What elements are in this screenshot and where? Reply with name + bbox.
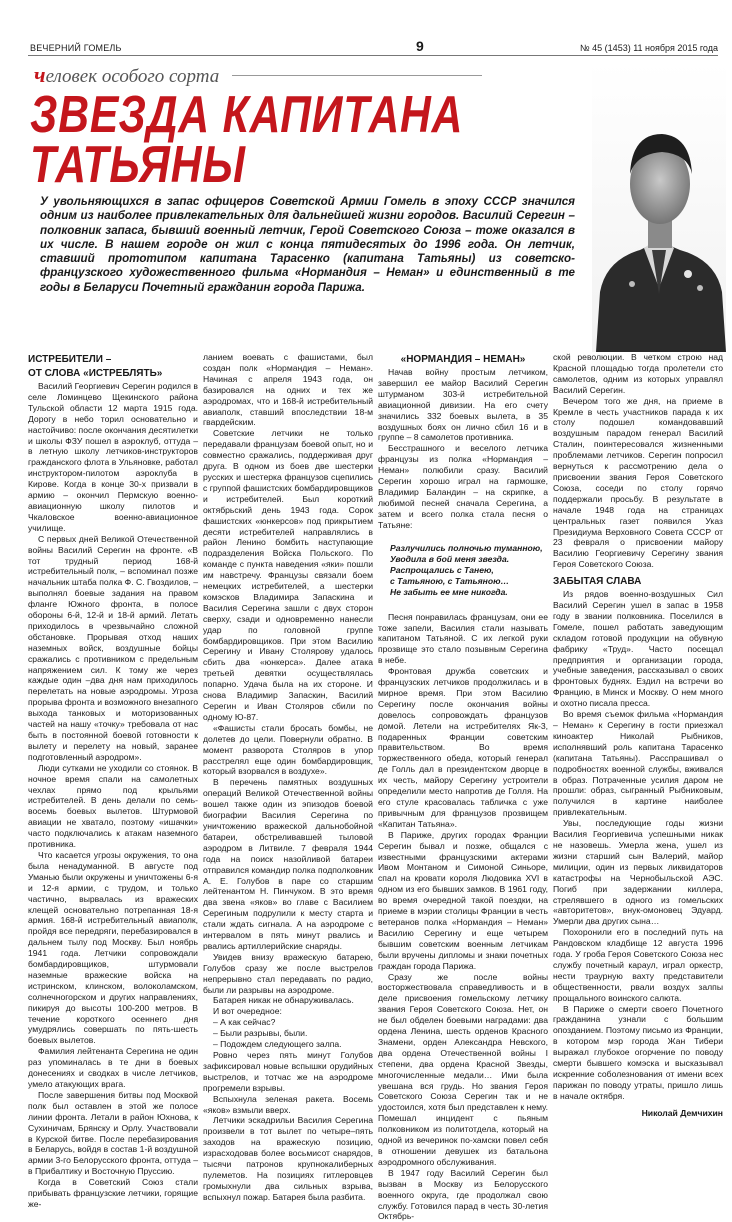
song-line: Разлучились полночью туманною, xyxy=(390,542,543,553)
author-byline: Николай Демчихин xyxy=(641,1107,723,1118)
article-column-4 xyxy=(553,352,723,1118)
paragraph: После завершения битвы под Москвой полк был оставлен в этой же полосе линии фронта. Летали в район Юхнова, к Сухиничам, Брянску и Орлу. Участвовали в Курской битве. После перебазирования в Беларусь, войдя в состав 1-й воздушной армии 3-го Белорусского фронта, оттуда – в Прибалтику и Восточную Пруссию. xyxy=(28,1089,198,1177)
paragraph: Увидев внизу вражескую батарею, Голубов сразу же после выстрелов непрерывно стал передавать по радио, были ли разрывы на аэродроме. xyxy=(203,951,373,995)
lead-paragraph: У увольняющихся в запас офицеров Советской Армии Гомель в эпоху СССР значился одним из наиболее привлекательных для дальнейшей жизни городов. Василий Серегин – полковник запаса, бывший военный летчик, Герой Советского Союза – тоже оказался в их числе. В нашем городе он жил с конца пятидесятых до 1996 года. Он летчик, ставший прототипом капитана Тарасенко (капитана Татьяны) из советско-французского художественного фильма «Нормандия – Неман» и единственный в те годы в Беларуси Почетный гражданин города Парижа. xyxy=(40,195,575,294)
paragraph: Из рядов военно-воздушных Сил Василий Серегин ушел в запас в 1958 году в звании полковника. Поселился в Гомеле, пошел работать заведующим складом готовой продукции на обувную фабрику «Труд». Часто посещал предприятия и организации города, учебные заведения, рассказывал о своих фронтовых буднях. Ездил на встречи во Францию, в Минск и Москву. О нем много и охотно писала пресса. xyxy=(553,589,723,709)
page-header xyxy=(28,40,718,56)
paragraph: И вот очередное: xyxy=(213,1006,282,1017)
subhead-normandie-niemen: «НОРМАНДИЯ – НЕМАН» xyxy=(400,354,526,365)
song-line: Не забыть ее мне никогда. xyxy=(390,586,508,597)
paragraph: Что касается угрозы окружения, то она была ненадуманной. В августе под Уманью были окружены и уничтожены 6-я и 12-я армии, с трудом, и только частично, вырвалась из вражеских клещей основательно потрепанная 18-я армия. 168-й истребительный авиаполк, пройдя все передряги, перебазировался в дальнем тылу под Москву. Был ноябрь 1941 года. Летчики сопровождали бомбардировщиков, штурмовали наземные вражеские войска на истринском, клинском, волоколамском, солнечногорском и других направлениях, пикируя до высоты 100-200 метров. В течение короткого осеннего дня умудрялись совершать по пять-шесть боевых вылетов. xyxy=(28,849,198,1046)
paragraph: Вечером того же дня, на приеме в Кремле в честь участников парада к их столу подошел командовавший воздушным парадом генерал Василий Сталин, поинтересовался жизненными проблемами летчиков. Серегин попросил вернуться к рассмотрению дела о присвоении звания Героя Советского Союза, соседи по столу горячо поддержали просьбу. В результате в начале 1948 года на страницах центральных газет появился Указ Президиума Верховного Совета СССР от 23 февраля о присвоении майору Василию Георгиевичу Серегину звания Героя Советского Союза. xyxy=(553,395,723,570)
paragraph: Фронтовая дружба советских и французских летчиков продолжилась и в мирное время. При этом Василию Серегину после окончания войны довелось сопровождать французов домой. Летели на истребителях Як-3, подаренных Франции советским правительством. Во время торжественного обеда, который генерал де Голль дал в президентском дворце в их честь, майору Серегину устроители определили место напротив де Голля. На его стуле красовалась табличка с уже привычным для французов прозвищем «Капитан Татьяна». xyxy=(378,666,548,829)
newspaper-name: ВЕЧЕРНИЙ ГОМЕЛЬ xyxy=(30,43,122,53)
paragraph: Когда в Советский Союз стали прибывать французские летчики, горящие же- xyxy=(28,1177,198,1209)
subhead-fighters-1: ИСТРЕБИТЕЛИ – xyxy=(28,354,112,365)
article-column-1 xyxy=(28,352,198,1209)
paragraph: В перечень памятных воздушных операций Великой Отечественной войны вошел также один из эпизодов боевой биографии Василия Серегина по уничтожению вражеской дальнобойной батареи, обстреливавшей тыловой аэродром в Литвиле. 7 февраля 1944 года на поиск назойливой батареи отправился командир полка подполковник А. Е. Голубов в паре со старшим лейтенантом Н. Пинчуком. В это время два звена «яков» во главе с Василием Серегиным подрулили к месту старта и стали ждать сигнала. А на аэродроме с интервалом в пять минут рвались и рвались артиллерийские снаряды. xyxy=(203,777,373,951)
paragraph: Василий Георгиевич Серегин родился в селе Ломинцево Щекинского района Тульской области 12 марта 1915 года. Дорогу в небо торил основательно и настойчиво: после окончания десятилетки и школы ФЗУ пошел в аэроклуб, оттуда – в летную школу летчиков-инструкторов гражданского флота в Ульяновке, работал инструктором-пилотом аэроклуба в Кирове. Когда в конце 30-х призвали в армию – окончил Пермскую военно-авиационную школу пилотов и Чкаловское военно-авиационное училище. xyxy=(28,381,198,533)
paragraph: Увы, последующие годы жизни Василия Георгиевича успешными никак не назовешь. Умерла жена, ушел из жизни старший сын Валерий, майор милиции, один из первых ликвидаторов катастрофы на Чернобыльской АЭС. Погиб при задержании киллера, стрелявшего в одного из гомельских «авторитетов», внук-омоновец Эдуард. Умерли два других сына… xyxy=(553,818,723,927)
paragraph: Во время съемок фильма «Нормандия – Неман» к Серегину в гости приезжал киноактер Николай Рыбников, исполнявший роль капитана Тарасенко (капитана Татьяны). Расспрашивал о подробностях военной службы, вживался в образ. Потраченные усилия даром не прошли: образ, сыгранный Рыбниковым, получился в картине наиболее привлекательным. xyxy=(553,709,723,818)
paragraph: Сразу же после войны восторжествовала справедливость и в деле присвоения гомельскому летчику звания Героя Советского Союза. Нет, он не был обделен боевыми наградами: два ордена Ленина, шесть орденов Красного Знамени, орден Александра Невского, два ордена Отечественной войны I степени, два ордена Красной Звезды, многочисленные медали… Ими была увешана вся грудь. Но звания Героя Советского Союза Серегин так и не удостоился, хотя был представлен к нему. Помешал инцидент с пьяным полковником из политотдела, который на одной из вечеринок по-хамски повел себя в отношении девушек из батальона аэродромного обслуживания. xyxy=(378,971,548,1167)
paragraph: Песня понравилась французам, они ее тоже запели, Василия стали называть капитаном Татьяной. С их легкой руки прозвище это стало позывным Серегина в небе. xyxy=(378,611,548,666)
page-number: 9 xyxy=(413,38,427,54)
paragraph: Бесстрашного и веселого летчика французы из полка «Нормандия – Неман» полюбили сразу. Василий Серегин хорошо играл на гармошке, Владимир Баландин – на скрипке, а любимой песней сначала Серегина, а затем и всего полка стала песня о Татьяне: xyxy=(378,443,548,530)
paragraph: Похоронили его в последний путь на Рандовском кладбище 12 августа 1996 года. У гроба Героя Советского Союза нес службу почетный караул, играл оркестр, нести траурную вахту представители общественности, рвали воздух залпы прощального воинского салюта. xyxy=(553,927,723,1003)
headline-line-1: ЗВЕЗДА КАПИТАНА xyxy=(30,86,464,144)
rubric-text: еловек особого сорта xyxy=(45,66,220,87)
rubric-divider xyxy=(232,75,482,76)
rubric xyxy=(34,62,219,88)
article-column-3 xyxy=(378,352,548,1222)
song-line: с Татьяною, с Татьяною… xyxy=(390,575,510,586)
paragraph: Ровно через пять минут Голубов зафиксировал новые вспышки орудийных выстрелов, и тотчас же на аэродроме прогремели взрывы. xyxy=(203,1050,373,1093)
headline-line-2: ТАТЬЯНЫ xyxy=(30,136,246,194)
paragraph: Вспыхнула зеленая ракета. Восемь «яков» взмыли вверх. xyxy=(203,1093,373,1115)
portrait-photo-icon xyxy=(592,62,726,352)
paragraph: С первых дней Великой Отечественной войны Василий Серегин на фронте. «В тот трудный период 168-й истребительный полк, – вспоминал позже начальник штаба полка Ф. С. Гвоздилов, – выполнял боевые задания на правом фланге Южного фронта, в полосе обороны 6-й, 12-й и 18-й армий. Летать приходилось в чрезвычайно сложной обстановке. Прорывая отход наших наземных войск, воздушные бойцы сражались с противником с предельным напряжением сил. К тому же через каждые один –два дня нам приходилось перелетать на новые аэродромы. Угроза прорыва фронта и возможного внезапного выхода танковых и моторизованных частей на нашу «точку» требовала от нас быть в постоянной боевой готовности к вылету и перелету на новый, заранее подготовленный аэродром». xyxy=(28,533,198,762)
paragraph: Начав войну простым летчиком, завершил ее майор Василий Серегин штурманом 303-й истребительной авиационной дивизии. На его счету значились 332 боевых вылета, в 35 воздушных боях он лично сбил 16 и в группе – 8 самолетов противника. xyxy=(378,367,548,443)
song-verse xyxy=(390,543,548,598)
headline xyxy=(30,86,489,194)
paragraph: Летчики эскадрильи Василия Серегина произвели в тот вылет по четыре–пять заходов на вражескую позицию, израсходовав более восьмисот снарядов, тысячи патронов крупнокалиберных пулеметов. На позициях гитлеровцев громыхнули два сильных взрыва, вспыхнул пожар. Батарея была разбита. xyxy=(203,1115,373,1202)
subhead-fighters-2: ОТ СЛОВА «ИСТРЕБЛЯТЬ» xyxy=(28,368,163,379)
paragraph: – А как сейчас? xyxy=(213,1017,276,1028)
paragraph: ланием воевать с фашистами, был создан полк «Нормандия – Неман». Начиная с апреля 1943 года, он базировался на одних и тех же аэродромах, что и 168-й истребительный авиаполк, ставший впоследствии 18-м гвардейским. xyxy=(203,352,373,428)
song-line: Распрощались с Танею, xyxy=(390,564,494,575)
paragraph: «Фашисты стали бросать бомбы, не долетев до цели. Повернули обратно. В момент разворота Столяров в упор расстрелял еще один бомбардировщик, который взорвался в воздухе». xyxy=(203,722,373,777)
issue-info: № 45 (1453) 11 ноября 2015 года xyxy=(580,43,718,53)
paragraph: В Париже о смерти своего Почетного гражданина узнали с большим опозданием. Поэтому письмо из Франции, в котором мэр города Жан Тибери выражал глубокое огорчение по поводу смерти бывшего комэска и высказывал искренние соболезнования от имени всех парижан по поводу утраты, пришло лишь в начале октября. xyxy=(553,1003,723,1101)
article-column-2 xyxy=(203,352,373,1202)
paragraph: Люди сутками не уходили со стоянок. В ночное время спали на самолетных чехлах прямо под крыльями истребителей. В день делали по семь-восемь боевых вылетов. Штурмовой авиации не хватало, поэтому «ишачки» часто подключались к атакам наземного противника. xyxy=(28,762,198,850)
paragraph: Фамилия лейтенанта Серегина не один раз упоминалась в те дни в боевых донесениях и сводках в числе летчиков, умело атакующих врага. xyxy=(28,1046,198,1089)
paragraph: Советские летчики не только передавали французам боевой опыт, но и совместно сражались, поддерживая друг друга. В одном из боев две шестерки русских и шестерка французов сцепились с группой фашистских бомбардировщиков и истребителей. Был короткий октябрьский день 1943 года. Сорок фашистских «юнкерсов» под прикрытием десяти истребителей направлялись в район Ленино бомбить наступающие подразделения Войска Польского. По команде с пункта наведения «яки» пошли им навстречу. Французы связали боем немецких истребителей, а шестерки комэсков Владимира Запаскина и Василия Серегина зашли с двух сторон сверху, сзади и одновременно нанесли удар по головной группе бомбардировщиков. При этом Василию Серегину и Ивану Столярову удалось сбить два «юнкерса». Далее атака третьей девятки осуществлялась попарно. Удача была на их стороне. И снова Владимир Запаскин, Василий Серегин и Иван Столяров сбили по одному Ю-87. xyxy=(203,428,373,722)
paragraph: В Париже, других городах Франции Серегин бывал и позже, общался с известными французскими актерами Ивом Монтаном и Симоной Синьоре, спал на кровати короля Людовика XVI в одном из его бывших замков. В 1961 году, во время очередной такой поездки, на приеме в мэрии столицы Франции в честь ветеранов полка «Нормандия – Неман» Василию Серегину и еще четырем бывшим советским военным летчикам были вручены дипломы и знаки почетных граждан города Парижа. xyxy=(378,829,548,971)
paragraph: Батарея никак не обнаруживалась. xyxy=(213,995,354,1006)
song-line: Уводила в бой меня звезда. xyxy=(390,553,510,564)
paragraph: ской революции. В четком строю над Красной площадью тогда пролетели сто самолетов, одним из которых управлял Василий Серегин. xyxy=(553,352,723,395)
paragraph: В 1947 году Василий Серегин был вызван в Москву из Белорусского военного округа, где продолжал свою службу. Готовился парад в честь 30-летия Октябрь- xyxy=(378,1167,548,1222)
subhead-forgotten-glory: ЗАБЫТАЯ СЛАВА xyxy=(553,576,642,588)
paragraph: – Подождем следующего залпа. xyxy=(213,1039,342,1050)
paragraph: – Были разрывы, были. xyxy=(213,1028,308,1039)
rubric-first-letter: ч xyxy=(34,62,46,87)
